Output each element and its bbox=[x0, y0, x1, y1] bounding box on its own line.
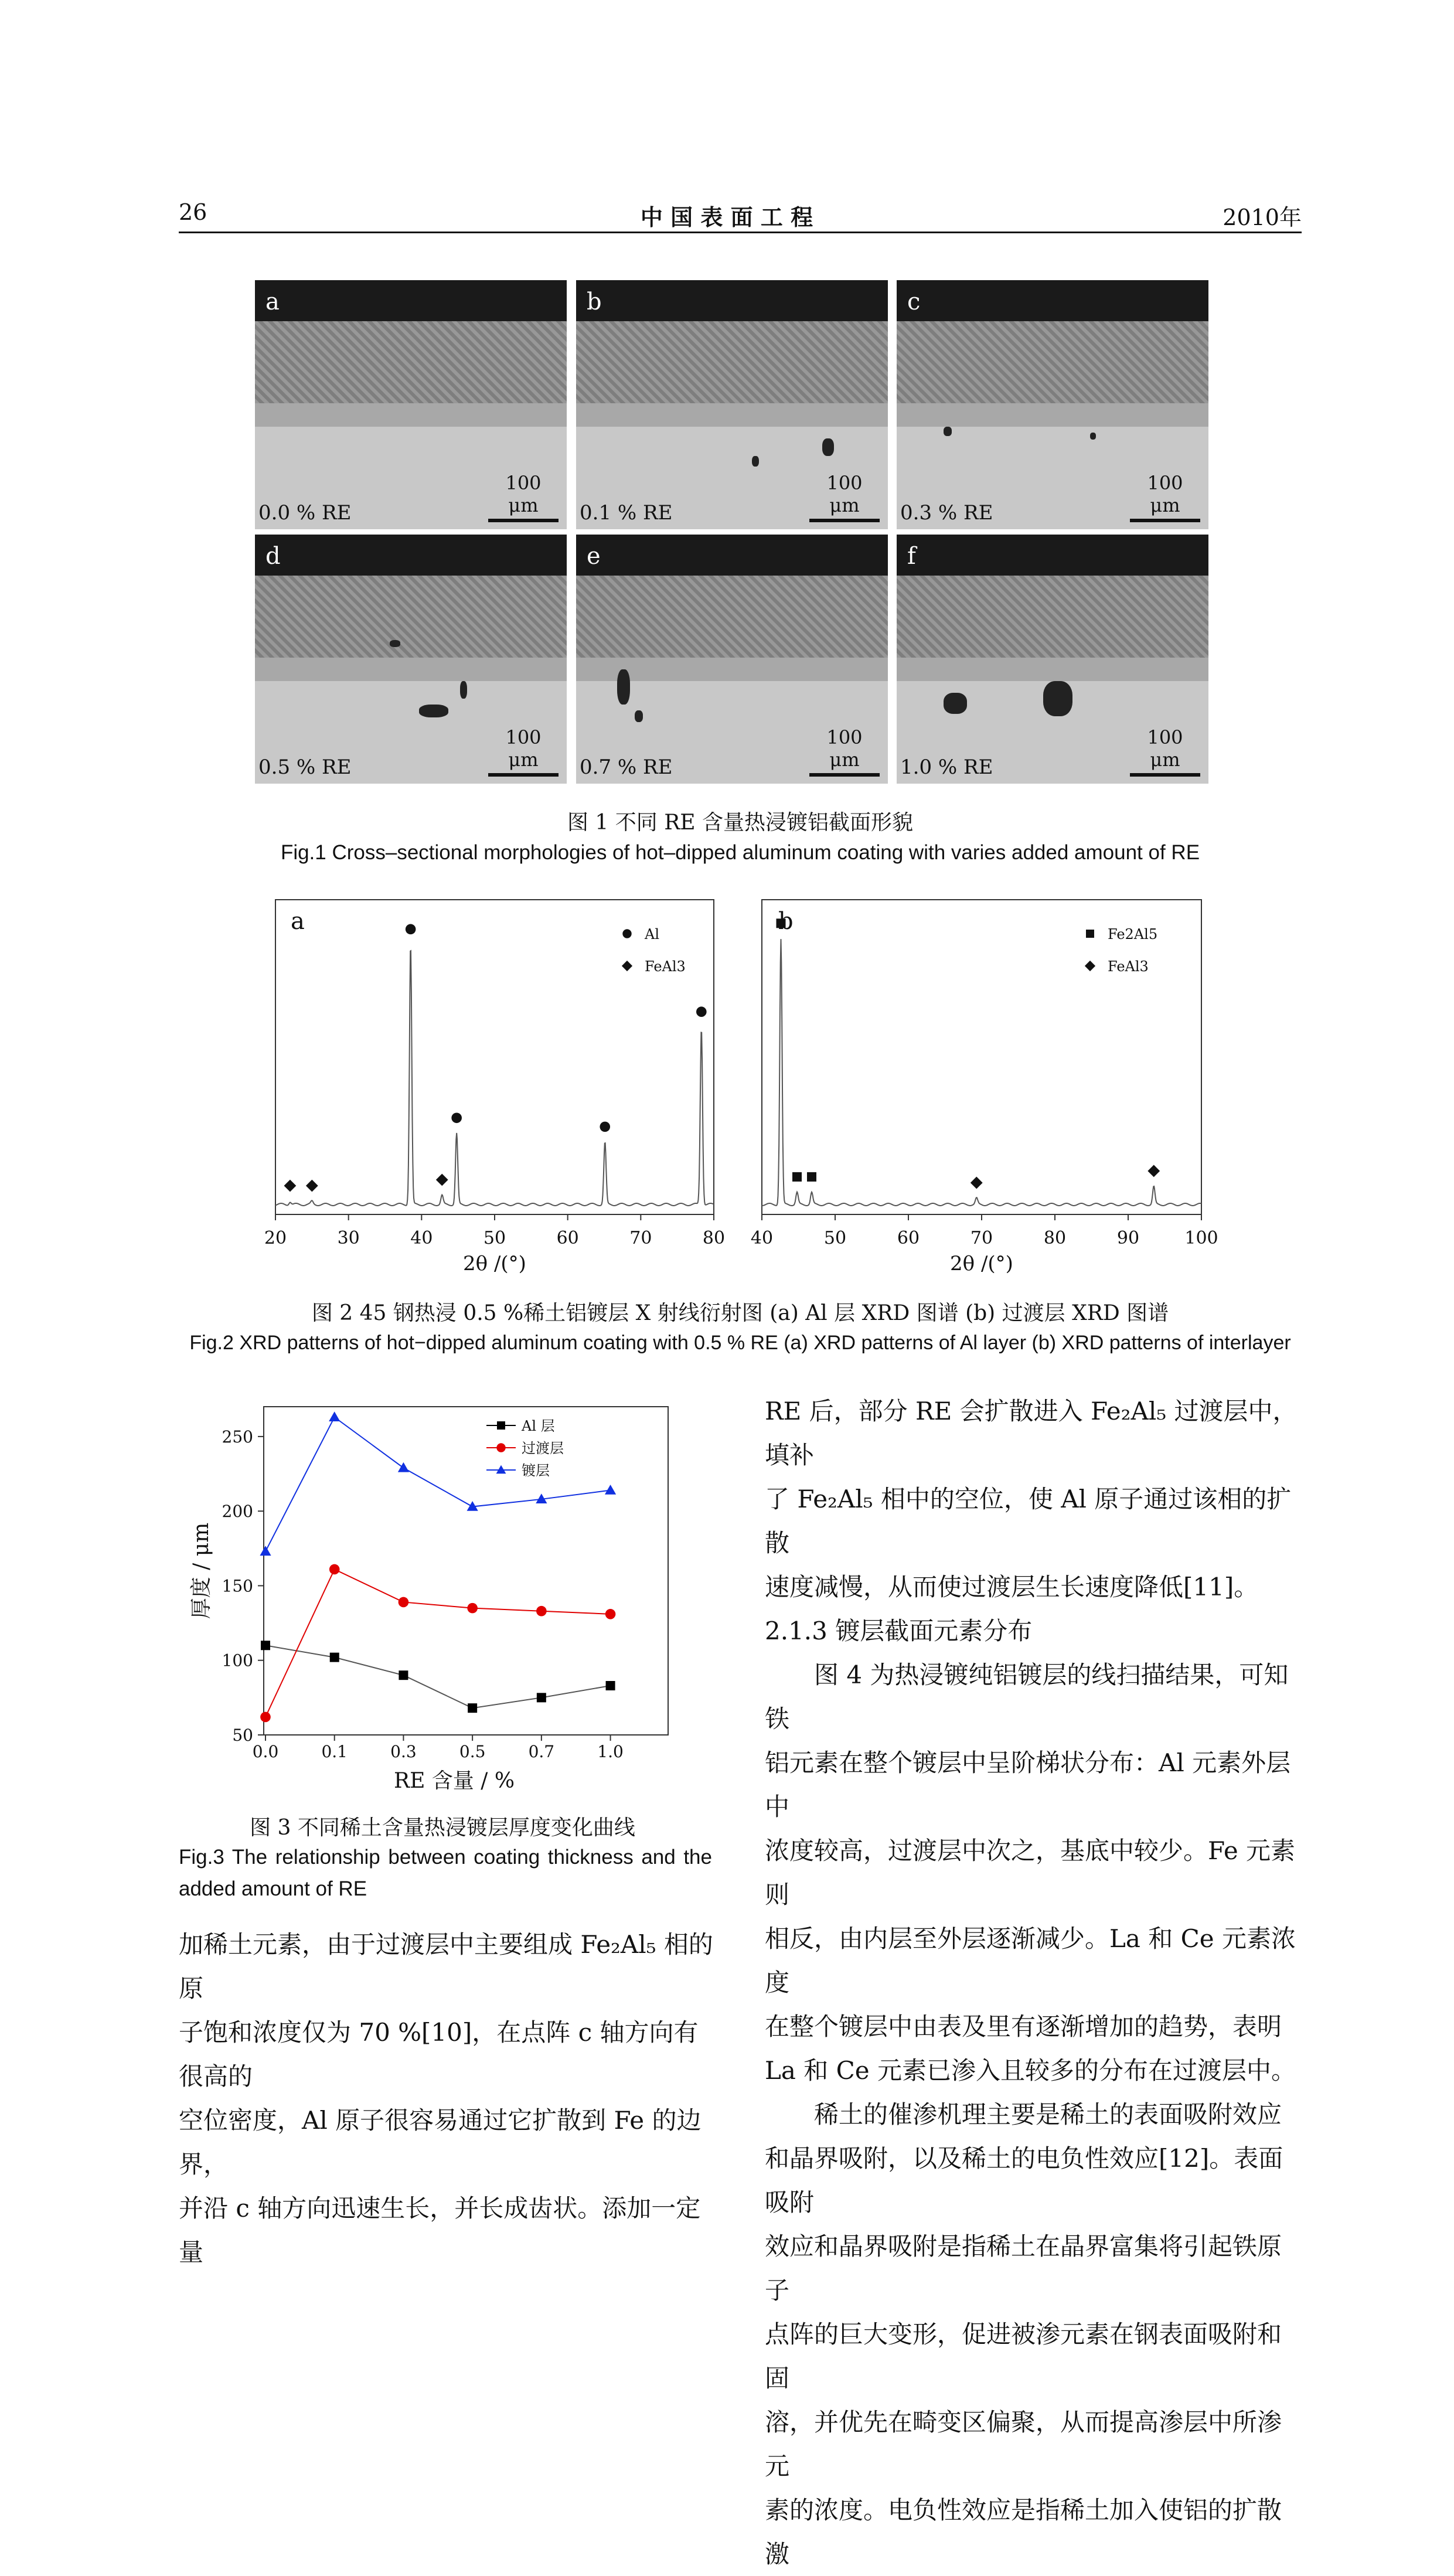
panel-label: b bbox=[778, 908, 794, 935]
legend-marker bbox=[622, 929, 631, 938]
peak-marker bbox=[696, 1006, 707, 1017]
scale-bar-label: 100 μm bbox=[826, 726, 863, 771]
y-tick-label: 250 bbox=[222, 1427, 253, 1447]
journal-title: 中 国 表 面 工 程 bbox=[640, 204, 813, 230]
panel-label: d bbox=[265, 543, 281, 570]
peak-marker bbox=[406, 924, 416, 935]
scale-bar-label: 100 μm bbox=[505, 726, 542, 771]
panel-label: f bbox=[907, 543, 916, 570]
series-line bbox=[265, 1645, 611, 1708]
x-axis-label: 2θ /(°) bbox=[950, 1252, 1013, 1275]
right-line: 溶，并优先在畸变区偏聚，从而提高渗层中所渗元 bbox=[765, 2408, 1282, 2480]
x-tick-label: 100 bbox=[1184, 1228, 1218, 1248]
data-point bbox=[398, 1462, 409, 1472]
right-line: 素的浓度。电负性效应是指稀土加入使铝的扩散激 bbox=[765, 2496, 1282, 2568]
year: 2010年 bbox=[1223, 205, 1302, 230]
peak-marker bbox=[306, 1180, 318, 1192]
scale-bar-label: 100 μm bbox=[1147, 726, 1183, 771]
xrd-pattern-line bbox=[762, 939, 1201, 1206]
y-tick-label: 200 bbox=[222, 1502, 253, 1522]
scale-bar-label: 100 μm bbox=[505, 472, 542, 516]
figure-2-caption-cn: 图 2 45 钢热浸 0.5 %稀土铝镀层 X 射线衍射图 (a) Al 层 XRD 图谱 (b) 过渡层 XRD 图谱 bbox=[311, 1301, 1169, 1325]
data-point bbox=[536, 1606, 547, 1617]
figure-1-caption-cn: 图 1 不同 RE 含量热浸镀铝截面形貌 bbox=[567, 811, 914, 835]
right-line: 速度减慢，从而使过渡层生长速度降低[11]。 bbox=[765, 1573, 1259, 1601]
peak-marker bbox=[792, 1172, 802, 1182]
x-tick-label: 40 bbox=[750, 1228, 774, 1248]
x-tick-label: 0.1 bbox=[321, 1742, 348, 1761]
figure-2-caption-en: Fig.2 XRD patterns of hot−dipped aluminum coating with 0.5 % RE (a) XRD patterns of Al layer (b) XRD patterns of interlayer bbox=[189, 1332, 1291, 1354]
scale-bar-label: 100 μm bbox=[1147, 472, 1183, 516]
panel-re-label: 0.3 % RE bbox=[900, 501, 993, 525]
right-line: RE 后，部分 RE 会扩散进入 Fe₂Al₅ 过渡层中，填补 bbox=[765, 1397, 1298, 1469]
x-tick-label: 60 bbox=[897, 1228, 920, 1248]
x-tick-label: 0.0 bbox=[252, 1742, 279, 1761]
figure-3-caption-en: Fig.3 The relationship between coating thickness and the added amount of RE bbox=[179, 1846, 712, 1900]
y-tick-label: 50 bbox=[232, 1726, 253, 1745]
legend-label: FeAl3 bbox=[1108, 958, 1149, 975]
data-point bbox=[260, 1546, 271, 1556]
left-line: 并沿 c 轴方向迅速生长，并长成齿状。添加一定量 bbox=[179, 2194, 701, 2267]
peak-marker bbox=[436, 1174, 448, 1186]
legend-marker bbox=[496, 1465, 506, 1474]
panel-label: a bbox=[265, 288, 280, 315]
panel-re-label: 0.0 % RE bbox=[258, 501, 352, 525]
x-tick-label: 50 bbox=[483, 1228, 506, 1248]
legend-label: Fe2Al5 bbox=[1108, 926, 1158, 942]
legend-label: Al bbox=[645, 926, 660, 942]
x-axis-label: RE 含量 / % bbox=[393, 1769, 515, 1793]
xrd-frame bbox=[275, 900, 714, 1214]
legend-label: 过渡层 bbox=[522, 1440, 564, 1457]
data-point bbox=[399, 1670, 408, 1680]
right-line: 效应和晶界吸附是指稀土在晶界富集将引起铁原子 bbox=[765, 2232, 1282, 2305]
y-tick-label: 150 bbox=[222, 1576, 253, 1596]
peak-marker bbox=[284, 1180, 297, 1192]
right-line: 铝元素在整个镀层中呈阶梯状分布：Al 元素外层中 bbox=[765, 1748, 1291, 1821]
figure-3-caption-cn: 图 3 不同稀土含量热浸镀层厚度变化曲线 bbox=[250, 1816, 635, 1840]
right-line: 相反，由内层至外层逐渐减少。La 和 Ce 元素浓度 bbox=[765, 1924, 1296, 1997]
left-line: 加稀土元素，由于过渡层中主要组成 Fe₂Al₅ 相的原 bbox=[179, 1930, 713, 2003]
peak-marker bbox=[600, 1122, 610, 1132]
legend-marker bbox=[622, 961, 632, 971]
right-line: 稀土的催渗机理主要是稀土的表面吸附效应 bbox=[814, 2100, 1282, 2129]
x-tick-label: 70 bbox=[970, 1228, 993, 1248]
xrd-pattern-line bbox=[275, 951, 714, 1206]
data-point bbox=[399, 1597, 409, 1608]
panel-re-label: 0.5 % RE bbox=[258, 756, 352, 779]
data-point bbox=[330, 1653, 339, 1662]
right-line: 点阵的巨大变形，促进被渗元素在钢表面吸附和固 bbox=[765, 2320, 1282, 2393]
y-axis-label: 厚度 / μm bbox=[189, 1522, 213, 1619]
legend-marker bbox=[497, 1421, 505, 1430]
section-heading: 2.1.3 镀层截面元素分布 bbox=[765, 1617, 1033, 1645]
x-tick-label: 70 bbox=[629, 1228, 652, 1248]
peak-marker bbox=[807, 1172, 816, 1182]
legend-marker bbox=[496, 1443, 505, 1452]
right-line: 浓度较高，过渡层中次之，基底中较少。Fe 元素则 bbox=[765, 1836, 1296, 1909]
xrd-frame bbox=[762, 900, 1201, 1214]
x-tick-label: 0.5 bbox=[459, 1742, 486, 1761]
legend-label: Al 层 bbox=[522, 1418, 555, 1434]
panel-label: e bbox=[587, 543, 601, 570]
right-column-text bbox=[765, 1389, 1304, 2576]
scale-bar-label: 100 μm bbox=[826, 472, 863, 516]
panel-label: c bbox=[907, 288, 921, 315]
x-tick-label: 90 bbox=[1116, 1228, 1140, 1248]
y-tick-label: 100 bbox=[222, 1651, 253, 1670]
x-tick-label: 80 bbox=[1043, 1228, 1067, 1248]
legend-label: 镀层 bbox=[522, 1462, 550, 1479]
data-point bbox=[606, 1681, 615, 1690]
peak-marker bbox=[971, 1177, 983, 1189]
right-line: 图 4 为热浸镀纯铝镀层的线扫描结果，可知铁 bbox=[765, 1660, 1289, 1733]
x-tick-label: 1.0 bbox=[597, 1742, 624, 1761]
page-number: 26 bbox=[179, 199, 207, 225]
right-line: La 和 Ce 元素已渗入且较多的分布在过渡层中。 bbox=[765, 2056, 1296, 2085]
right-line: 了 Fe₂Al₅ 相中的空位，使 Al 原子通过该相的扩散 bbox=[765, 1485, 1292, 1557]
x-tick-label: 0.3 bbox=[390, 1742, 417, 1761]
data-point bbox=[605, 1609, 616, 1619]
series-line bbox=[265, 1417, 611, 1551]
data-point bbox=[261, 1641, 270, 1650]
right-line: 和晶界吸附，以及稀土的电负性效应[12]。表面吸附 bbox=[765, 2144, 1283, 2217]
left-column-text bbox=[179, 1922, 718, 2274]
panel-label: b bbox=[587, 288, 602, 315]
legend-marker bbox=[1085, 961, 1095, 971]
x-tick-label: 20 bbox=[264, 1228, 287, 1248]
figure-3-thickness-chart bbox=[176, 1383, 733, 1805]
data-point bbox=[605, 1485, 616, 1495]
x-tick-label: 50 bbox=[823, 1228, 847, 1248]
data-point bbox=[468, 1703, 477, 1713]
x-tick-label: 30 bbox=[337, 1228, 360, 1248]
data-point bbox=[329, 1564, 340, 1575]
left-line: 子饱和浓度仅为 70 %[10]，在点阵 c 轴方向有很高的 bbox=[179, 2018, 699, 2091]
x-axis-label: 2θ /(°) bbox=[463, 1252, 526, 1275]
peak-marker bbox=[1147, 1165, 1160, 1177]
data-point bbox=[260, 1712, 271, 1723]
left-line: 空位密度，Al 原子很容易通过它扩散到 Fe 的边界， bbox=[179, 2106, 702, 2179]
panel-label: a bbox=[291, 908, 305, 935]
data-point bbox=[467, 1603, 478, 1614]
peak-marker bbox=[451, 1112, 462, 1123]
figure-1-caption-en: Fig.1 Cross–sectional morphologies of hot–dipped aluminum coating with varies added amount of RE bbox=[280, 841, 1200, 864]
panel-re-label: 0.1 % RE bbox=[580, 501, 673, 525]
x-tick-label: 80 bbox=[702, 1228, 726, 1248]
x-tick-label: 60 bbox=[556, 1228, 579, 1248]
legend-label: FeAl3 bbox=[645, 958, 686, 975]
panel-re-label: 1.0 % RE bbox=[900, 756, 993, 779]
x-tick-label: 40 bbox=[410, 1228, 433, 1248]
panel-re-label: 0.7 % RE bbox=[580, 756, 673, 779]
legend-marker bbox=[1086, 930, 1094, 938]
x-tick-label: 0.7 bbox=[528, 1742, 555, 1761]
data-point bbox=[329, 1411, 340, 1421]
right-line: 在整个镀层中由表及里有逐渐增加的趋势，表明 bbox=[765, 2012, 1282, 2041]
data-point bbox=[537, 1693, 546, 1702]
